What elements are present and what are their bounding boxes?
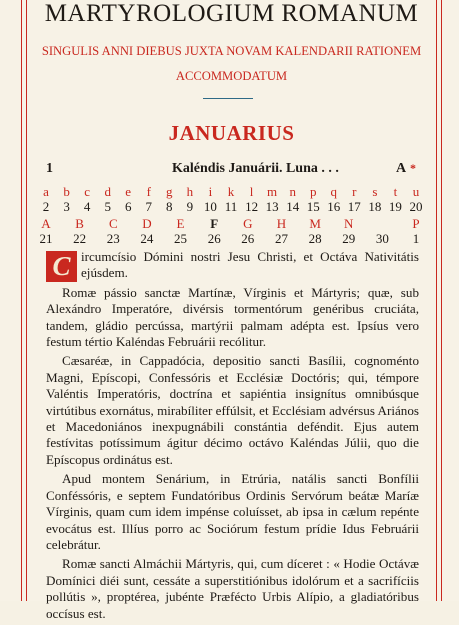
calendar-cell: 7 — [145, 199, 153, 214]
calendar-cell: D — [142, 216, 152, 231]
calendar-cell: h — [186, 184, 194, 199]
epact-letters-row-1 — [43, 184, 420, 200]
month-heading: JANUARIUS — [168, 121, 295, 145]
calendar-cell: H — [276, 216, 287, 231]
calendar-cell: 14 — [286, 199, 300, 214]
calendar-cell: 9 — [186, 199, 194, 214]
calendar-cell: F — [210, 216, 219, 231]
calendar-cell: 2 — [42, 199, 50, 214]
calendar-cell: 27 — [275, 231, 288, 246]
calendar-cell: 25 — [174, 231, 187, 246]
right-margin-rule-inner — [436, 0, 437, 601]
calendar-cell: 10 — [203, 199, 217, 214]
calendar-cell: A — [41, 216, 51, 231]
calendar-cell: 23 — [106, 231, 120, 246]
calendar-cell: n — [289, 184, 296, 199]
calendar-cell: 6 — [124, 199, 132, 214]
day-heading-row — [46, 161, 416, 181]
calendar-cell: 26 — [241, 231, 255, 246]
dominical-letter: A — [396, 161, 407, 176]
calendar-cell: s — [372, 184, 378, 199]
calendar-cell: l — [249, 184, 254, 199]
calendar-cell: 21 — [39, 231, 53, 246]
star-mark: * — [410, 161, 416, 175]
calendar-cell: 3 — [63, 199, 70, 214]
calendar-cell: r — [352, 184, 357, 199]
calendar-cell: P — [412, 216, 420, 231]
calendar-cell: 1 — [412, 231, 420, 246]
calendar-cell: f — [146, 184, 151, 199]
epact-letters-row-2 — [41, 216, 420, 232]
entry-basil: Cæsaréæ, in Cappadócia, depositio sancti Basílii, cognoménto Magni, Epíscopi, Confessóris et Ecclésiæ Doctóris; qui, témpore Valéntis Imperatóris, doctrína et sapiéntia insignítus omnibúsque virtútibus exornátus, mirabíliter effúlsit, et Ecclésiam advérsus Ariános et Macedoniános inexpugnábili constántia deféndit. Ejus autem festívitas potíssimum ágitur décimo octávo Kaléndas Júlii, quo die Epíscopus ordinátus est. — [46, 353, 419, 467]
right-margin-rule-outer — [441, 0, 442, 601]
calendar-cell: 15 — [306, 199, 320, 214]
epact-numbers-row-2 — [39, 231, 420, 247]
left-margin-rule-inner — [26, 0, 27, 601]
calendar-cell: d — [104, 184, 111, 199]
calendar-cell: C — [108, 216, 118, 231]
entry-martina: Romæ pássio sanctæ Martínæ, Vírginis et Mártyris; quæ, sub Alexándro Imperatóre, divérsis tormentórum genéribus cruciáta, tandem, gládio percússa, martýrii palmam adépta est. Ipsíus vero festum tértio Kaléndas Februárii recólitur. — [46, 284, 419, 350]
calendar-cell: 20 — [409, 199, 423, 214]
martyrology-entries — [46, 249, 419, 625]
calendar-cell: q — [330, 184, 338, 199]
calendar-cell: 28 — [308, 231, 322, 246]
subtitle-line-1: SINGULIS ANNI DIEBUS JUXTA NOVAM KALENDARII RATIONEM — [41, 44, 422, 58]
calendar-cell: c — [84, 184, 90, 199]
left-margin-rule-outer — [21, 0, 22, 601]
calendar-cell: m — [267, 184, 278, 199]
book-title: MARTYROLOGIUM ROMANUM — [44, 0, 419, 27]
entry-bonfilius: Apud montem Senárium, in Etrúria, natális sancti Bonfílii Conféssóris, e septem Fundatóribus Ordinis Servórum beátæ Maríæ Vírginis, quam cum idem impénse coluísset, ab ipsa in cælum repénte evocátus est. Illíus porro ac Sociórum festum prídie Idus Februárii celebrátur. — [46, 471, 419, 552]
calendar-cell: u — [412, 184, 420, 199]
calendar-cell: p — [309, 184, 317, 199]
calendar-cell: g — [166, 184, 173, 199]
calendar-cell: 4 — [83, 199, 91, 214]
day-number: 1 — [46, 161, 53, 176]
decorative-rule — [203, 98, 253, 99]
calendar-cell: 16 — [327, 199, 341, 214]
calendar-cell: N — [343, 216, 354, 231]
calendar-cell: M — [309, 216, 321, 231]
calendar-cell: 12 — [245, 199, 259, 214]
calendar-cell: k — [227, 184, 235, 199]
calendar-cell: 19 — [388, 199, 402, 214]
entry-almachius: Romæ sancti Almáchii Mártyris, qui, cum díceret : « Hodie Octávæ Domínici diéi sunt, cessáte a superstitiónibus idolórum et a sacrifíciis pollútis », proptérea, jubénte Præfécto Urbis Alípio, a gladiatóribus occísus est. — [46, 556, 419, 621]
calendar-cell: 17 — [347, 199, 361, 214]
calendar-cell: 24 — [140, 231, 154, 246]
calendar-cell: b — [63, 184, 70, 199]
calendar-cell: 11 — [224, 199, 238, 214]
subtitle-line-2: ACCOMMODATUM — [175, 69, 288, 83]
calendar-cell: a — [43, 184, 49, 199]
calendar-cell: 5 — [104, 199, 111, 214]
calendar-cell: 22 — [73, 231, 87, 246]
calendar-cell: i — [208, 184, 213, 199]
kalends-heading: Kaléndis Januárii. Luna . . . — [172, 161, 339, 176]
calendar-cell: 29 — [342, 231, 356, 246]
calendar-cell: 8 — [166, 199, 173, 214]
entry-text: ircumcísio Dómini nostri Jesu Christi, et Octáva Nativitátis ejúsdem. — [81, 249, 419, 281]
calendar-cell: E — [176, 216, 185, 231]
calendar-cell: 30 — [375, 231, 389, 246]
epact-numbers-row-1 — [42, 199, 423, 215]
calendar-cell: 13 — [265, 199, 279, 214]
calendar-cell: t — [393, 184, 398, 199]
calendar-cell: G — [243, 216, 253, 231]
calendar-cell: 26 — [207, 231, 221, 246]
calendar-cell: e — [125, 184, 132, 199]
calendar-cell: B — [75, 216, 84, 231]
calendar-cell: 18 — [368, 199, 382, 214]
drop-cap-initial: C — [46, 251, 77, 282]
entry-circumcision — [46, 249, 419, 282]
